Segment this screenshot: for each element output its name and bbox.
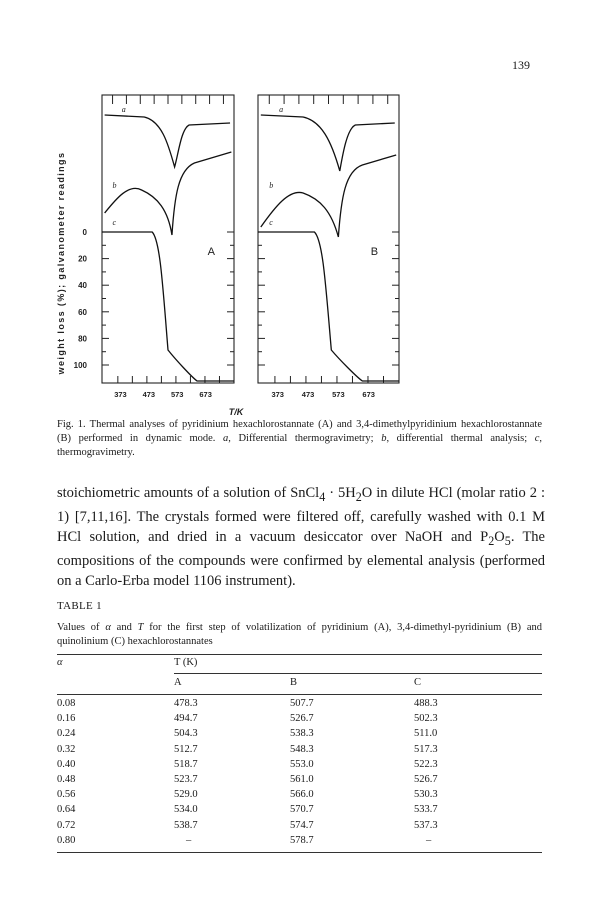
- curve-label: b: [112, 181, 117, 190]
- panel-frame: [102, 95, 234, 383]
- y-axis-label: weight loss (%); galvanometer readings: [56, 151, 66, 375]
- table-bottom-rule: [57, 852, 542, 853]
- temperature-header: T (K): [174, 657, 198, 668]
- alpha-cell: 0.80: [57, 834, 76, 846]
- curve-label: b: [269, 181, 274, 190]
- panel-frame: [258, 95, 399, 383]
- table-caption-text: Values of: [57, 622, 106, 633]
- temperature-cell: 538.7: [174, 819, 198, 831]
- thermal-analysis-figure: [50, 85, 410, 417]
- alpha-cell: 0.64: [57, 804, 76, 816]
- panel-label: B: [370, 246, 379, 258]
- caption-letter-b: b: [381, 433, 387, 444]
- temperature-cell: 574.7: [290, 819, 314, 831]
- temperature-cell: 523.7: [174, 774, 198, 785]
- x-tick-label: 573: [170, 390, 184, 399]
- temperature-cell: 548.3: [290, 743, 314, 755]
- temperature-cell: 478.3: [174, 698, 198, 709]
- body-text-3: O in dilute HCl (molar ratio 2 : 1) [7,11,16]. The crystals formed were filtered off, carefully washed with 0.1 M HCl solution, and dried in a vacuum desiccator over NaOH and P: [57, 485, 545, 545]
- x-tick-label: 673: [362, 390, 375, 399]
- col-header-b: B: [290, 677, 298, 688]
- table-label: TABLE 1: [57, 600, 102, 612]
- table-top-rule: [57, 654, 542, 655]
- temperature-cell: 553.0: [290, 758, 314, 770]
- caption-letter-c: c: [534, 433, 540, 444]
- alpha-cell: 0.24: [57, 728, 76, 740]
- header-sub-rule: [174, 673, 542, 674]
- page-number: 139: [512, 58, 530, 72]
- x-tick-label: 473: [301, 390, 315, 399]
- panel-b: [258, 95, 399, 399]
- temperature-cell: 578.7: [290, 834, 314, 846]
- header-rule: [57, 694, 542, 695]
- curve-label: c: [112, 218, 117, 227]
- temperature-cell: 534.0: [174, 804, 198, 816]
- dtg-curve: [261, 115, 395, 171]
- caption-c-text: , thermogravimetry.: [57, 433, 543, 458]
- alpha-cell: 0.40: [57, 758, 76, 770]
- alpha-cell: 0.56: [57, 789, 76, 801]
- temperature-cell: 507.7: [290, 698, 314, 709]
- alpha-header: α: [57, 657, 63, 668]
- dtg-curve: [105, 115, 230, 167]
- temperature-cell: 561.0: [290, 774, 314, 785]
- temperature-cell: 537.3: [414, 819, 438, 831]
- x-tick-label: 473: [142, 390, 156, 399]
- table-caption-text: and: [110, 622, 138, 633]
- panel-label: A: [207, 246, 215, 258]
- x-tick-label: 373: [271, 390, 284, 399]
- temperature-cell: 504.3: [174, 728, 198, 740]
- curve-label: a: [121, 105, 126, 114]
- temperature-cell: 530.3: [414, 789, 438, 801]
- temperature-cell: 518.7: [174, 758, 198, 770]
- body-text-5: . The compositions of the compounds were confirmed by elemental analysis (performed on a Carlo-Erba model 1106 instrument).: [57, 528, 545, 589]
- temperature-cell: 517.3: [414, 743, 438, 755]
- y-tick-label: 100: [73, 361, 87, 370]
- caption-a-text: , Differential thermogravimetry;: [228, 433, 382, 444]
- curve-label: a: [279, 105, 284, 114]
- alpha-cell: 0.72: [57, 819, 76, 831]
- col-header-c: C: [414, 677, 422, 688]
- dta-curve: [261, 155, 396, 237]
- subscript: 2: [355, 489, 362, 504]
- y-tick-label: 60: [78, 307, 87, 317]
- caption-prefix: Fig. 1. Thermal analyses of pyridinium hexachlorostannate (A) and 3,4-dimethylpyridinium hexachlorostannate (B) performed in dynamic mode.: [57, 419, 542, 444]
- y-tick-labels: [74, 228, 88, 370]
- subscript: 2: [488, 533, 495, 548]
- x-tick-label: 673: [199, 390, 212, 399]
- temperature-cell: 488.3: [414, 698, 438, 709]
- x-tick-label: 373: [114, 390, 127, 399]
- panel-a: [102, 95, 234, 399]
- body-text-1: stoichiometric amounts of a solution of SnCl: [57, 485, 320, 501]
- y-tick-label: 80: [78, 334, 87, 344]
- x-tick-label: 573: [332, 390, 345, 399]
- subscript: 5: [504, 533, 511, 548]
- temperature-cell: 502.3: [414, 713, 438, 725]
- table-caption-text: for the first step of volatilization of pyridinium (A), 3,4-dimethyl-pyridinium (B) and quinolinium (C) hexachlorostannates: [57, 622, 542, 647]
- alpha-cell: 0.16: [57, 713, 76, 725]
- temperature-cell: 533.7: [414, 804, 438, 816]
- temperature-cell: 494.7: [174, 713, 198, 725]
- temperature-cell: 512.7: [174, 743, 198, 755]
- body-text-4: O: [494, 528, 505, 545]
- table-caption-T: T: [137, 622, 144, 633]
- temperature-cell: –: [186, 834, 192, 846]
- caption-b-text: , differential thermal analysis;: [386, 433, 535, 444]
- temperature-cell: 570.7: [290, 804, 314, 816]
- alpha-cell: 0.08: [57, 698, 76, 709]
- temperature-cell: –: [426, 834, 432, 846]
- caption-letter-a: a: [223, 433, 229, 444]
- temperature-cell: 522.3: [414, 758, 438, 770]
- body-paragraph: [57, 483, 545, 591]
- subscript: 4: [319, 489, 326, 504]
- dta-curve: [105, 152, 232, 235]
- table-caption-alpha: α: [105, 622, 111, 633]
- table-caption: [57, 621, 542, 649]
- temperature-cell: 511.0: [414, 728, 438, 740]
- alpha-cell: 0.32: [57, 743, 76, 755]
- temperature-cell: 538.3: [290, 728, 314, 740]
- figure-caption: [57, 418, 542, 460]
- col-header-a: A: [174, 677, 182, 688]
- temperature-cell: 526.7: [414, 774, 438, 785]
- y-tick-label: 0: [82, 228, 87, 237]
- alpha-cell: 0.48: [57, 774, 76, 785]
- x-axis-label: T/K: [228, 407, 244, 417]
- temperature-cell: 526.7: [290, 713, 314, 725]
- curve-label: c: [269, 218, 273, 227]
- temperature-cell: 566.0: [290, 789, 314, 801]
- y-tick-label: 20: [78, 254, 87, 264]
- body-text-2: · 5H: [325, 485, 356, 501]
- temperature-cell: 529.0: [174, 789, 198, 801]
- y-tick-label: 40: [78, 281, 87, 291]
